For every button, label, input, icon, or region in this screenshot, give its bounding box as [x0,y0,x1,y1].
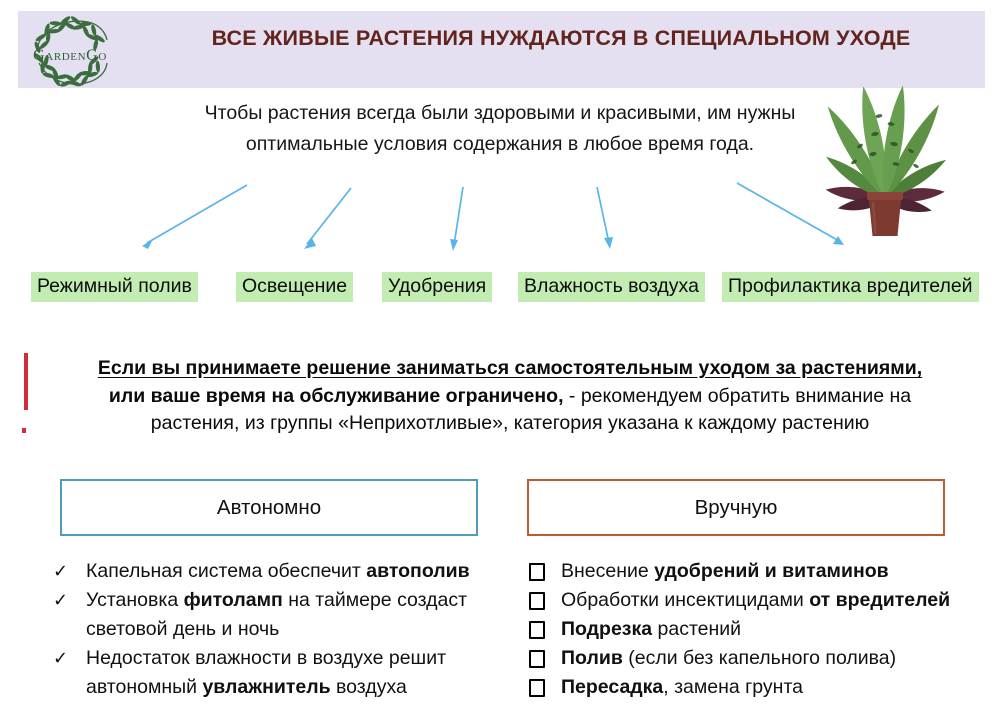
care-factor-pests: Профилактика вредителей [722,272,979,302]
callout-text [40,355,980,438]
callout-accent-bar [24,353,28,410]
list-item-text: Обработки инсектицидами от вредителей [561,589,951,611]
checkbox-icon [529,563,545,581]
autonomous-list [53,557,505,702]
list-item [527,644,982,673]
list-item [527,586,982,615]
intro-line2: оптимальные условия содержания в любое время года. [245,133,755,155]
list-item [527,557,982,586]
checkbox-icon [529,650,545,668]
checkbox-icon [529,621,545,639]
checkbox-icon [529,679,545,697]
manual-list [527,557,982,702]
care-factor-humidity: Влажность воздуха [518,272,705,302]
checkbox-icon [529,592,545,610]
pointer-arrows [0,175,1000,267]
manual-box-title: Вручную [694,495,778,519]
callout-line2-rest: - рекомендуем обратить внимание на [563,384,912,407]
list-item [527,615,982,644]
list-item-text: Полив (если без капельного полива) [561,647,897,669]
manual-box [527,479,945,536]
list-item-text: Внесение удобрений и витаминов [561,560,889,582]
list-item [53,557,505,586]
callout-line3: растения, из группы «Неприхотливые», категория указана к каждому растению [150,412,870,434]
autonomous-box [60,479,478,536]
slide-title: ВСЕ ЖИВЫЕ РАСТЕНИЯ НУЖДАЮТСЯ В СПЕЦИАЛЬНОМ УХОДЕ [211,26,911,50]
gardengo-logo-icon [22,13,118,91]
list-item-text: Подрезка растений [561,618,742,640]
care-factor-watering: Режимный полив [31,272,198,302]
checkmark-icon: ✓ [53,561,69,582]
list-item [53,586,505,644]
list-item-text: Недостаток влажности в воздухе решит автономный увлажнитель воздуха [86,647,447,698]
arrow [142,183,844,251]
callout-line2-bold: или ваше время на обслуживание ограничено, [108,384,564,407]
intro-line1: Чтобы растения всегда были здоровыми и красивыми, им нужны [204,102,796,124]
logo-text: GardenGo [33,47,107,64]
list-item-text: Установка фитоламп на таймере создаст световой день и ночь [86,589,468,640]
checkmark-icon: ✓ [53,648,69,669]
care-factor-fertilizer: Удобрения [382,272,492,302]
care-factor-lighting: Освещение [236,272,353,302]
list-item [527,673,982,702]
list-item-text: Пересадка, замена грунта [561,676,803,698]
callout-accent-dot [22,428,26,433]
checkmark-icon: ✓ [53,590,69,611]
list-item [53,644,505,702]
autonomous-box-title: Автономно [216,495,322,519]
intro-text [170,98,830,160]
callout-line1: Если вы принимаете решение заниматься самостоятельным уходом за растениями, [97,357,923,379]
list-item-text: Капельная система обеспечит автополив [86,560,470,582]
